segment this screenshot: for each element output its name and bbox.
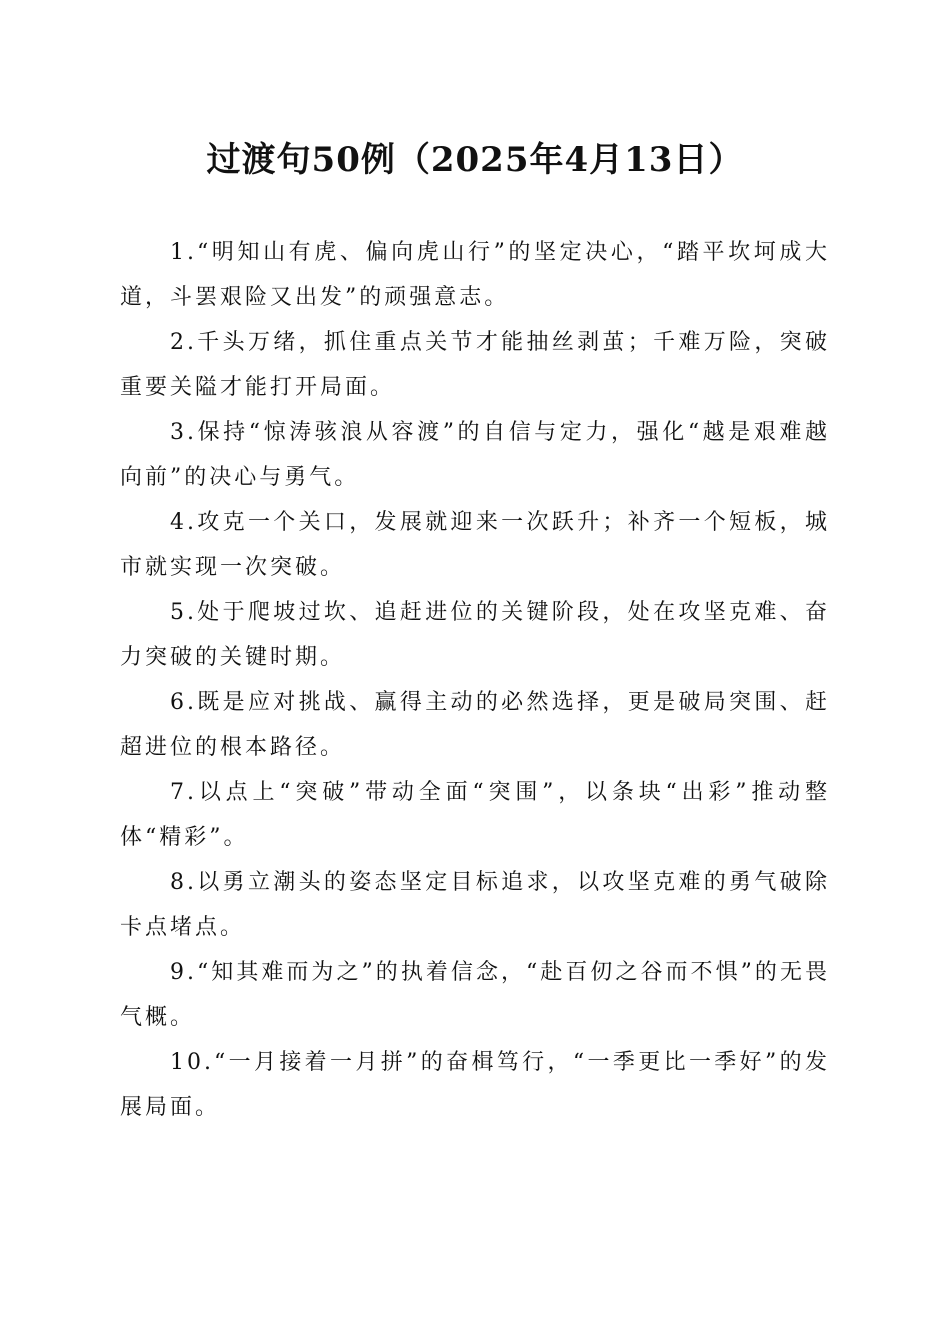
paragraph-8: 8.以勇立潮头的姿态坚定目标追求，以攻坚克难的勇气破除卡点堵点。 (120, 870, 830, 940)
paragraph-3: 3.保持“惊涛骇浪从容渡”的自信与定力，强化“越是艰难越向前”的决心与勇气。 (120, 420, 830, 490)
paragraph-9: 9.“知其难而为之”的执着信念，“赴百仞之谷而不惧”的无畏气概。 (120, 960, 830, 1030)
paragraph-1: 1.“明知山有虎、偏向虎山行”的坚定决心，“踏平坎坷成大道，斗罢艰险又出发”的顽强意志。 (120, 240, 830, 310)
paragraph-6: 6.既是应对挑战、赢得主动的必然选择，更是破局突围、赶超进位的根本路径。 (120, 690, 830, 760)
paragraph-7: 7.以点上“突破”带动全面“突围”，以条块“出彩”推动整体“精彩”。 (120, 780, 830, 850)
paragraph-2: 2.千头万绪，抓住重点关节才能抽丝剥茧；千难万险，突破重要关隘才能打开局面。 (120, 330, 830, 400)
paragraph-5: 5.处于爬坡过坎、追赶进位的关键阶段，处在攻坚克难、奋力突破的关键时期。 (120, 600, 830, 670)
document-title: 过渡句50例（2025年4月13日） (206, 140, 744, 180)
paragraph-4: 4.攻克一个关口，发展就迎来一次跃升；补齐一个短板，城市就实现一次突破。 (120, 510, 830, 580)
paragraph-10: 10.“一月接着一月拼”的奋楫笃行，“一季更比一季好”的发展局面。 (120, 1050, 830, 1120)
document-body (120, 230, 830, 1130)
